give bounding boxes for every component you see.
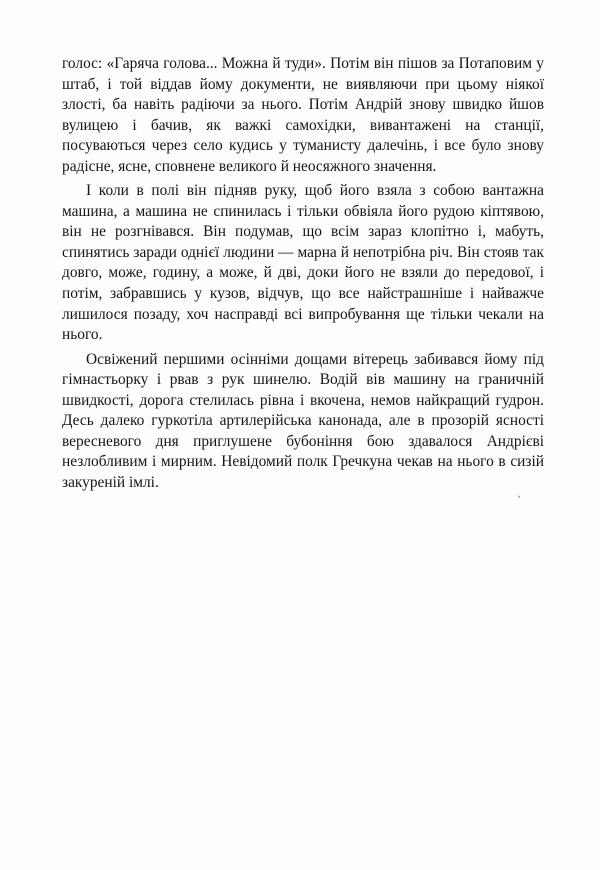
paragraph-roadside: І коли в полі він підняв руку, щоб його взяла з собою вантажна машина, а машина не спинилась і тільки обвіяла його рудою кіптявою, він не розгнівався. Він подумав, що всім зараз клопітно і, мабуть, спинятись заради однієї людини — марна й непотрібна річ. Він стояв так довго, може, годину, а може, й дві, доки його не взяли до передової, і потім, забравшись у кузов, відчув, що все найстрашніше і найважче лишилося позаду, хоч насправді всі випробування ще тільки чекали на нього. bbox=[62, 182, 544, 344]
stray-print-mark: ˎ bbox=[517, 487, 522, 498]
body-text bbox=[62, 54, 544, 493]
paragraph-drive: Освіжений першими осінніми дощами вітерець забивався йому під гімнастьорку і рвав з рук шинелю. Водій вів машину на граничній швидкості, дорога стелилась рівна і вкочена, немов найкращий гудрон. Десь далеко гуркотіла артилерійська канонада, але в прозорій ясності вересневого дня приглушене бубоніння бою здавалося Андрієві незлобливим і мирним. Невідомий полк Гречкуна чекав на нього в сизій закуреній імлі. bbox=[62, 350, 544, 491]
paragraph-continued: голос: «Гаряча голова... Можна й туди». Потім він пішов за Потаповим у штаб, і той віддав йому документи, не виявляючи при цьому ніякої злості, ба навіть радіючи за нього. Потім Андрій знову швидко йшов вулицею і бачив, як важкі самохідки, вивантажені на станції, посуваються через село кудись у туманисту далечінь, і все було знову радісне, ясне, сповнене великого й неосяжного значення. bbox=[62, 55, 544, 175]
